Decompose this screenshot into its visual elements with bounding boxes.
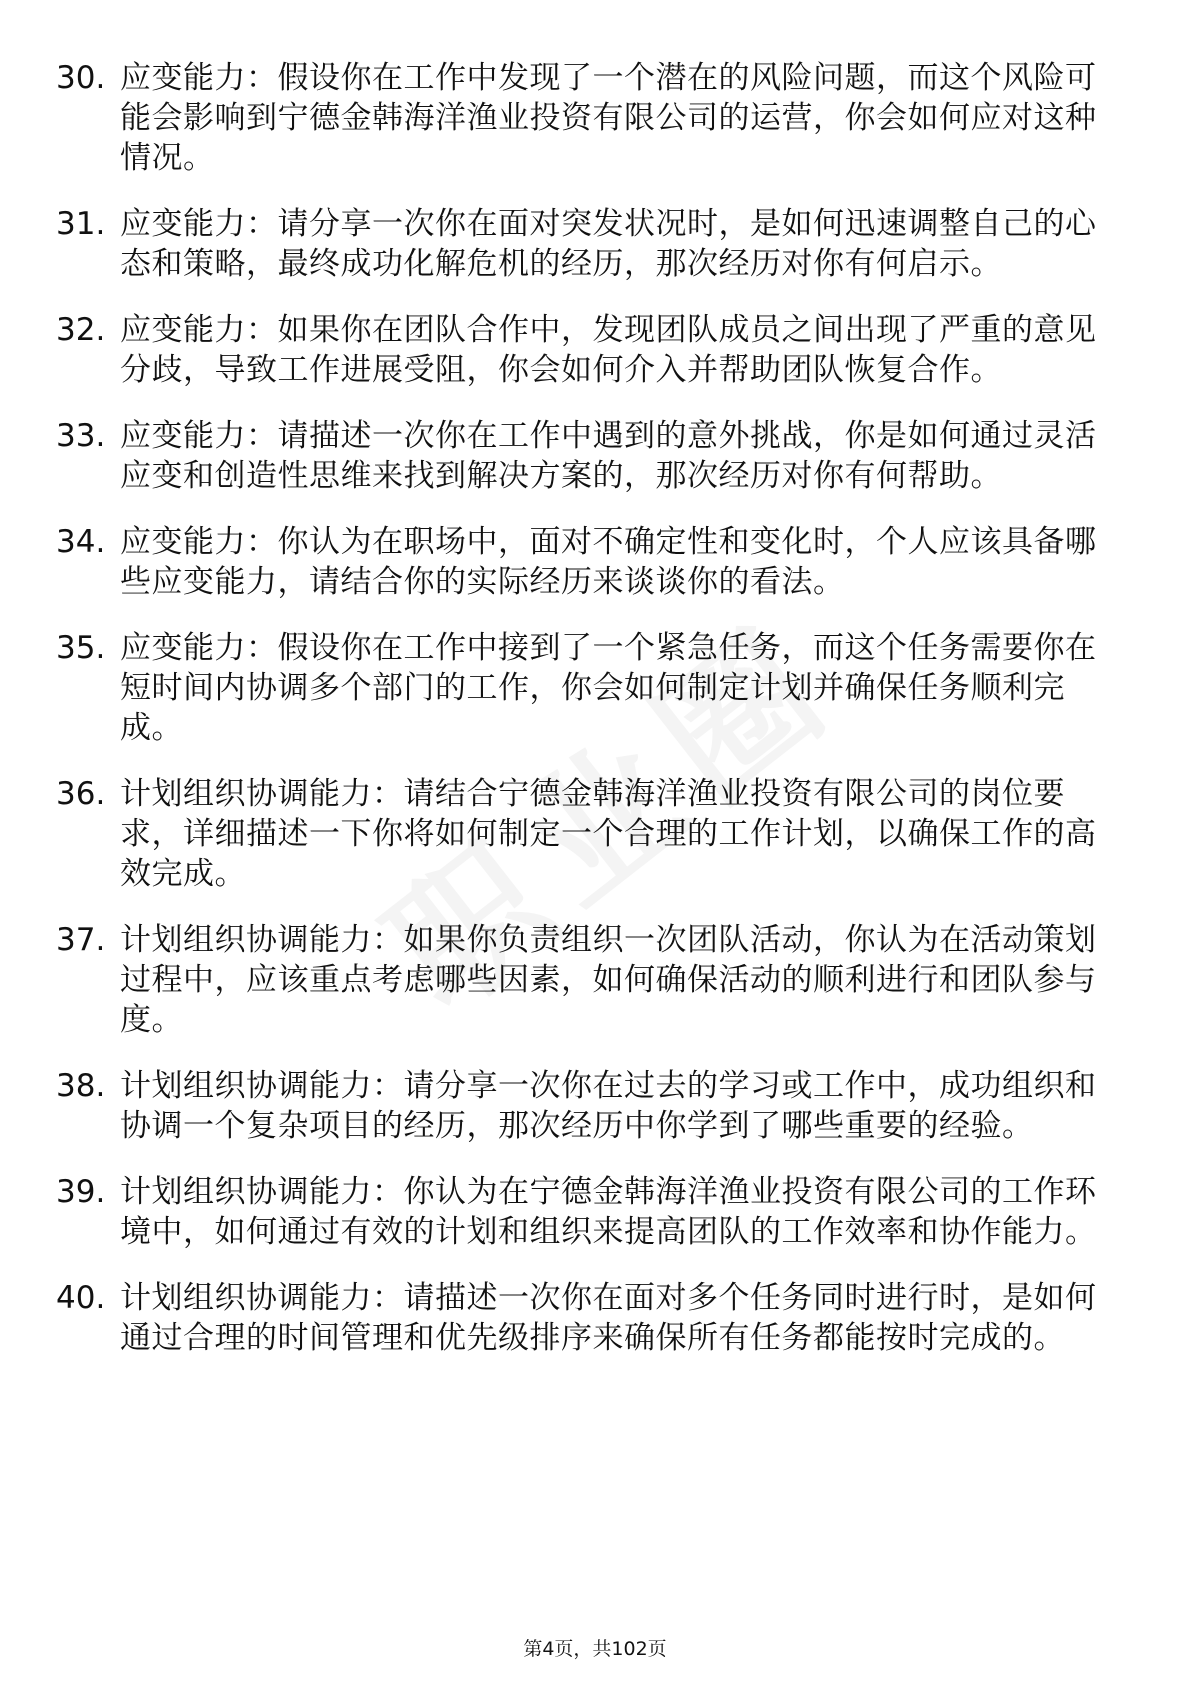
question-item: [56, 310, 1116, 390]
question-text: 应变能力：假设你在工作中接到了一个紧急任务，而这个任务需要你在短时间内协调多个部门的工作，你会如何制定计划并确保任务顺利完成。: [120, 630, 1097, 746]
question-item: [56, 58, 1116, 178]
question-text: 应变能力：你认为在职场中，面对不确定性和变化时，个人应该具备哪些应变能力，请结合你的实际经历来谈谈你的看法。: [120, 524, 1097, 600]
question-text: 计划组织协调能力：如果你负责组织一次团队活动，你认为在活动策划过程中，应该重点考虑哪些因素，如何确保活动的顺利进行和团队参与度。: [120, 922, 1097, 1038]
question-text: 计划组织协调能力：请结合宁德金韩海洋渔业投资有限公司的岗位要求，详细描述一下你将如何制定一个合理的工作计划，以确保工作的高效完成。: [120, 776, 1097, 892]
page-number-label: 第4页，共102页: [523, 1638, 667, 1660]
question-number: 31.: [56, 206, 106, 242]
question-item: [56, 628, 1116, 748]
question-number: 33.: [56, 418, 106, 454]
question-number: 34.: [56, 524, 106, 560]
question-number: 37.: [56, 922, 106, 958]
question-item: [56, 522, 1116, 602]
question-item: [56, 774, 1116, 894]
question-item: [56, 204, 1116, 284]
question-item: [56, 1172, 1116, 1252]
question-item: [56, 1066, 1116, 1146]
page-footer: [0, 1637, 1190, 1661]
question-number: 35.: [56, 630, 106, 666]
question-item: [56, 416, 1116, 496]
question-number: 36.: [56, 776, 106, 812]
question-text: 计划组织协调能力：请描述一次你在面对多个任务同时进行时，是如何通过合理的时间管理和优先级排序来确保所有任务都能按时完成的。: [120, 1280, 1097, 1356]
question-text: 计划组织协调能力：请分享一次你在过去的学习或工作中，成功组织和协调一个复杂项目的经历，那次经历中你学到了哪些重要的经验。: [120, 1068, 1097, 1144]
question-number: 38.: [56, 1068, 106, 1104]
question-number: 39.: [56, 1174, 106, 1210]
question-number: 40.: [56, 1280, 106, 1316]
question-text: 应变能力：请描述一次你在工作中遇到的意外挑战，你是如何通过灵活应变和创造性思维来找到解决方案的，那次经历对你有何帮助。: [120, 418, 1097, 494]
question-item: [56, 1278, 1116, 1358]
question-number: 32.: [56, 312, 106, 348]
question-text: 应变能力：假设你在工作中发现了一个潜在的风险问题，而这个风险可能会影响到宁德金韩海洋渔业投资有限公司的运营，你会如何应对这种情况。: [120, 60, 1097, 176]
question-text: 计划组织协调能力：你认为在宁德金韩海洋渔业投资有限公司的工作环境中，如何通过有效的计划和组织来提高团队的工作效率和协作能力。: [120, 1174, 1097, 1250]
question-number: 30.: [56, 60, 106, 96]
question-item: [56, 920, 1116, 1040]
question-list: [56, 58, 1116, 1384]
question-text: 应变能力：如果你在团队合作中，发现团队成员之间出现了严重的意见分歧，导致工作进展受阻，你会如何介入并帮助团队恢复合作。: [120, 312, 1097, 388]
question-text: 应变能力：请分享一次你在面对突发状况时，是如何迅速调整自己的心态和策略，最终成功化解危机的经历，那次经历对你有何启示。: [120, 206, 1097, 282]
